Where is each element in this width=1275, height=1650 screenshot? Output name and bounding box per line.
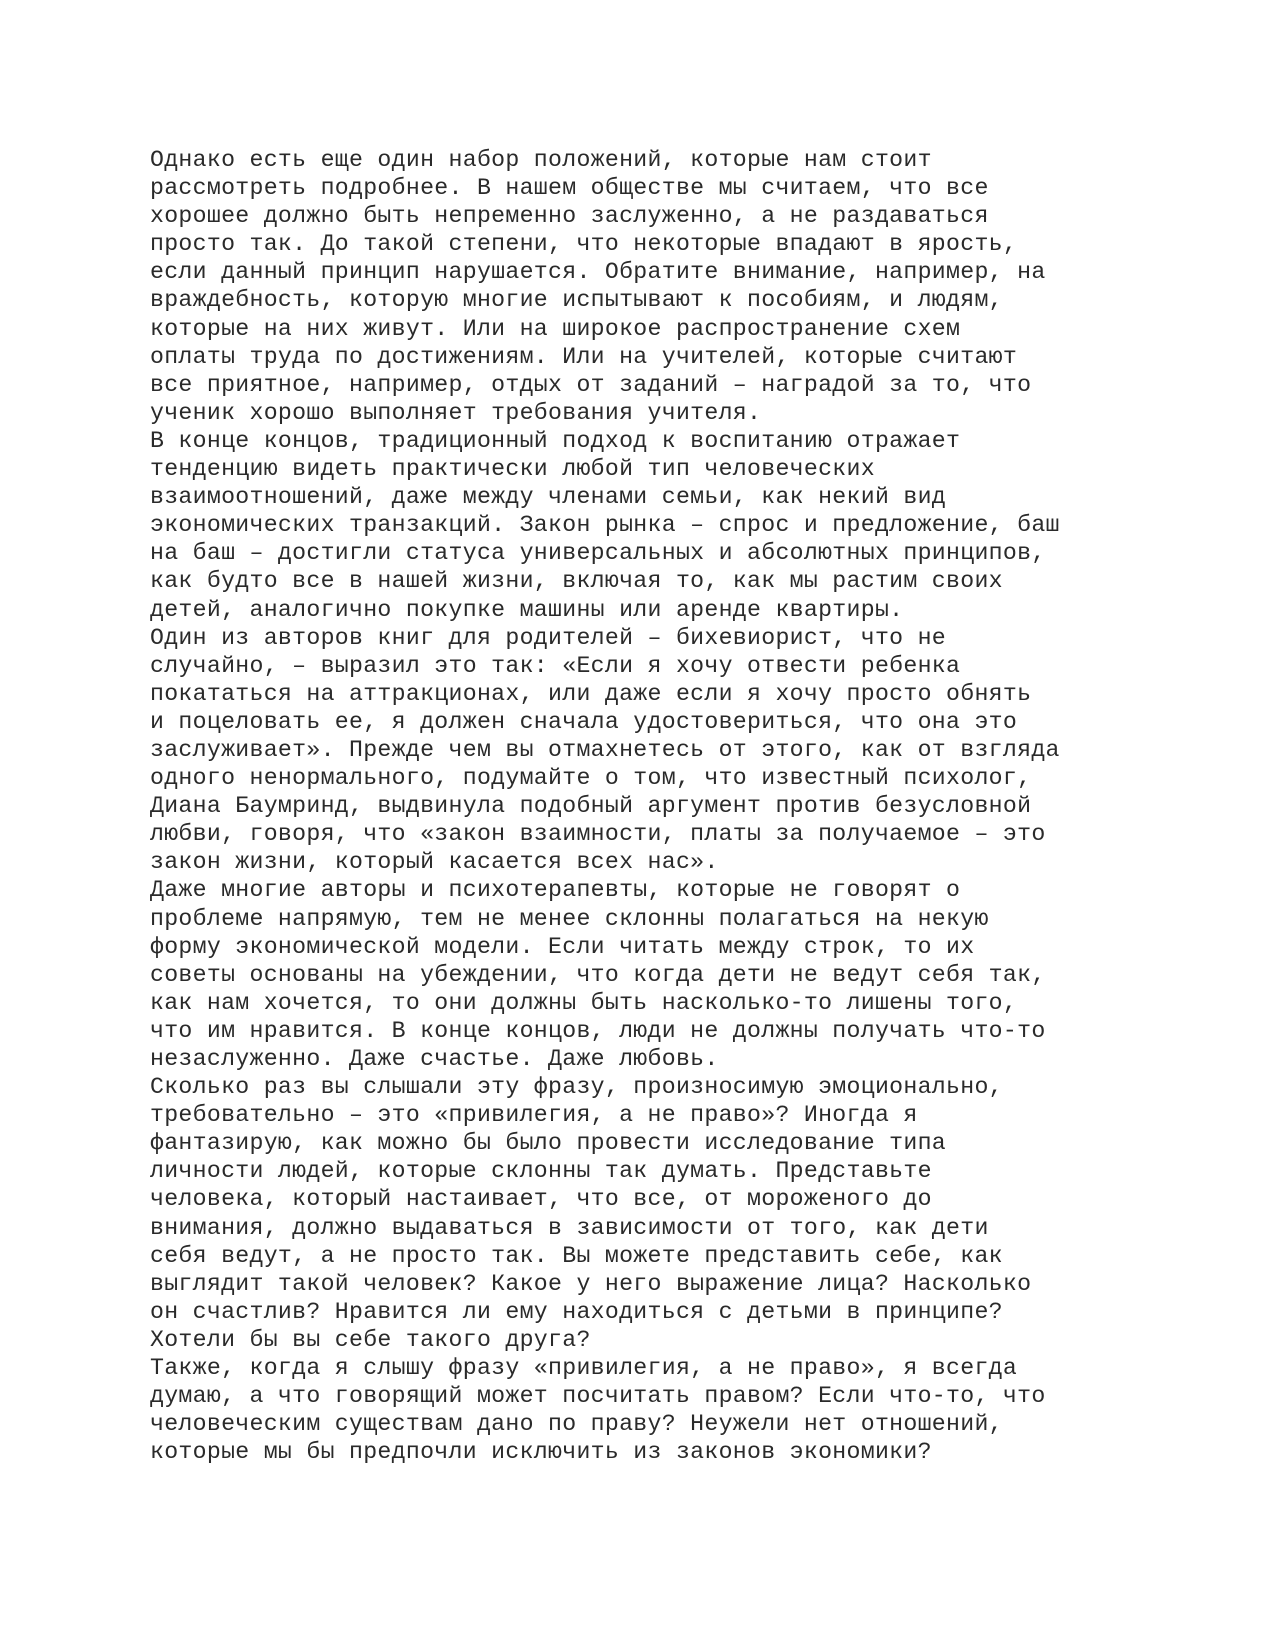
text-line: форму экономической модели. Если читать между строк, то их [150,933,975,960]
text-line: проблеме напрямую, тем не менее склонны полагаться на некую [150,905,989,932]
text-line: оплаты труда по достижениям. Или на учителей, которые считают [150,343,1018,370]
text-line: Сколько раз вы слышали эту фразу, произносимую эмоционально, [150,1074,1003,1101]
text-line: покататься на аттракционах, или даже если я хочу просто обнять [150,680,1032,707]
text-line: Хотели бы вы себе такого друга? [150,1326,591,1353]
text-line: тенденцию видеть практически любой тип человеческих [150,456,875,483]
text-line: себя ведут, а не просто так. Вы можете представить себе, как [150,1242,1003,1269]
text-line: детей, аналогично покупке машины или аренде квартиры. [150,596,904,623]
text-line: фантазирую, как можно бы было провести исследование типа [150,1130,947,1157]
text-line: взаимоотношений, даже между членами семьи, как некий вид [150,484,947,511]
text-line: экономических транзакций. Закон рынка – спрос и предложение, баш [150,512,1060,539]
text-line: человека, который настаивает, что все, от мороженого до [150,1186,932,1213]
text-line: одного ненормального, подумайте о том, что известный психолог, [150,765,1032,792]
text-line: рассмотреть подробнее. В нашем обществе мы считаем, что все [150,175,989,202]
text-line: Диана Баумринд, выдвинула подобный аргумент против безусловной [150,793,1032,820]
text-line: если данный принцип нарушается. Обратите внимание, например, на [150,259,1046,286]
text-line: хорошее должно быть непременно заслуженно, а не раздаваться [150,203,989,230]
text-line: личности людей, которые склонны так думать. Представьте [150,1158,932,1185]
text-line: Даже многие авторы и психотерапевты, которые не говорят о [150,877,961,904]
text-line: он счастлив? Нравится ли ему находиться с детьми в принципе? [150,1298,1003,1325]
text-line: которые на них живут. Или на широкое распространение схем [150,315,961,342]
text-line: В конце концов, традиционный подход к воспитанию отражает [150,427,961,454]
text-line: как нам хочется, то они должны быть насколько-то лишены того, [150,989,1018,1016]
text-line: требовательно – это «привилегия, а не право»? Иногда я [150,1102,918,1129]
text-line: что им нравится. В конце концов, люди не должны получать что-то [150,1017,1046,1044]
text-line: Также, когда я слышу фразу «привилегия, а не право», я всегда [150,1355,1018,1382]
text-line: случайно, – выразил это так: «Если я хочу отвести ребенка [150,652,961,679]
text-line: которые мы бы предпочли исключить из законов экономики? [150,1439,932,1466]
text-line: выглядит такой человек? Какое у него выражение лица? Насколько [150,1270,1032,1297]
text-line: Однако есть еще один набор положений, которые нам стоит [150,147,932,173]
text-line: на баш – достигли статуса универсальных и абсолютных принципов, [150,540,1046,567]
text-line: внимания, должно выдаваться в зависимости от того, как дети [150,1214,989,1241]
text-line: заслуживает». Прежде чем вы отмахнетесь от этого, как от взгляда [150,736,1060,763]
body-text [150,146,1150,1466]
text-line: и поцеловать ее, я должен сначала удостовериться, что она это [150,708,1018,735]
text-line: Один из авторов книг для родителей – бихевиорист, что не [150,624,947,651]
text-line: закон жизни, который касается всех нас». [150,849,719,876]
text-line: незаслуженно. Даже счастье. Даже любовь. [150,1046,719,1072]
text-line: все приятное, например, отдых от заданий – наградой за то, что [150,371,1032,398]
text-line: любви, говоря, что «закон взаимности, платы за получаемое – это [150,821,1046,848]
text-line: думаю, а что говорящий может посчитать правом? Если что-то, что [150,1383,1046,1410]
text-line: просто так. До такой степени, что некоторые впадают в ярость, [150,231,1018,258]
text-line: ученик хорошо выполняет требования учителя. [150,399,762,426]
text-line: враждебность, которую многие испытывают к пособиям, и людям, [150,287,1003,314]
text-line: советы основаны на убеждении, что когда дети не ведут себя так, [150,961,1046,988]
text-line: как будто все в нашей жизни, включая то, как мы растим своих [150,568,1003,595]
text-line: человеческим существам дано по праву? Неужели нет отношений, [150,1411,1003,1438]
